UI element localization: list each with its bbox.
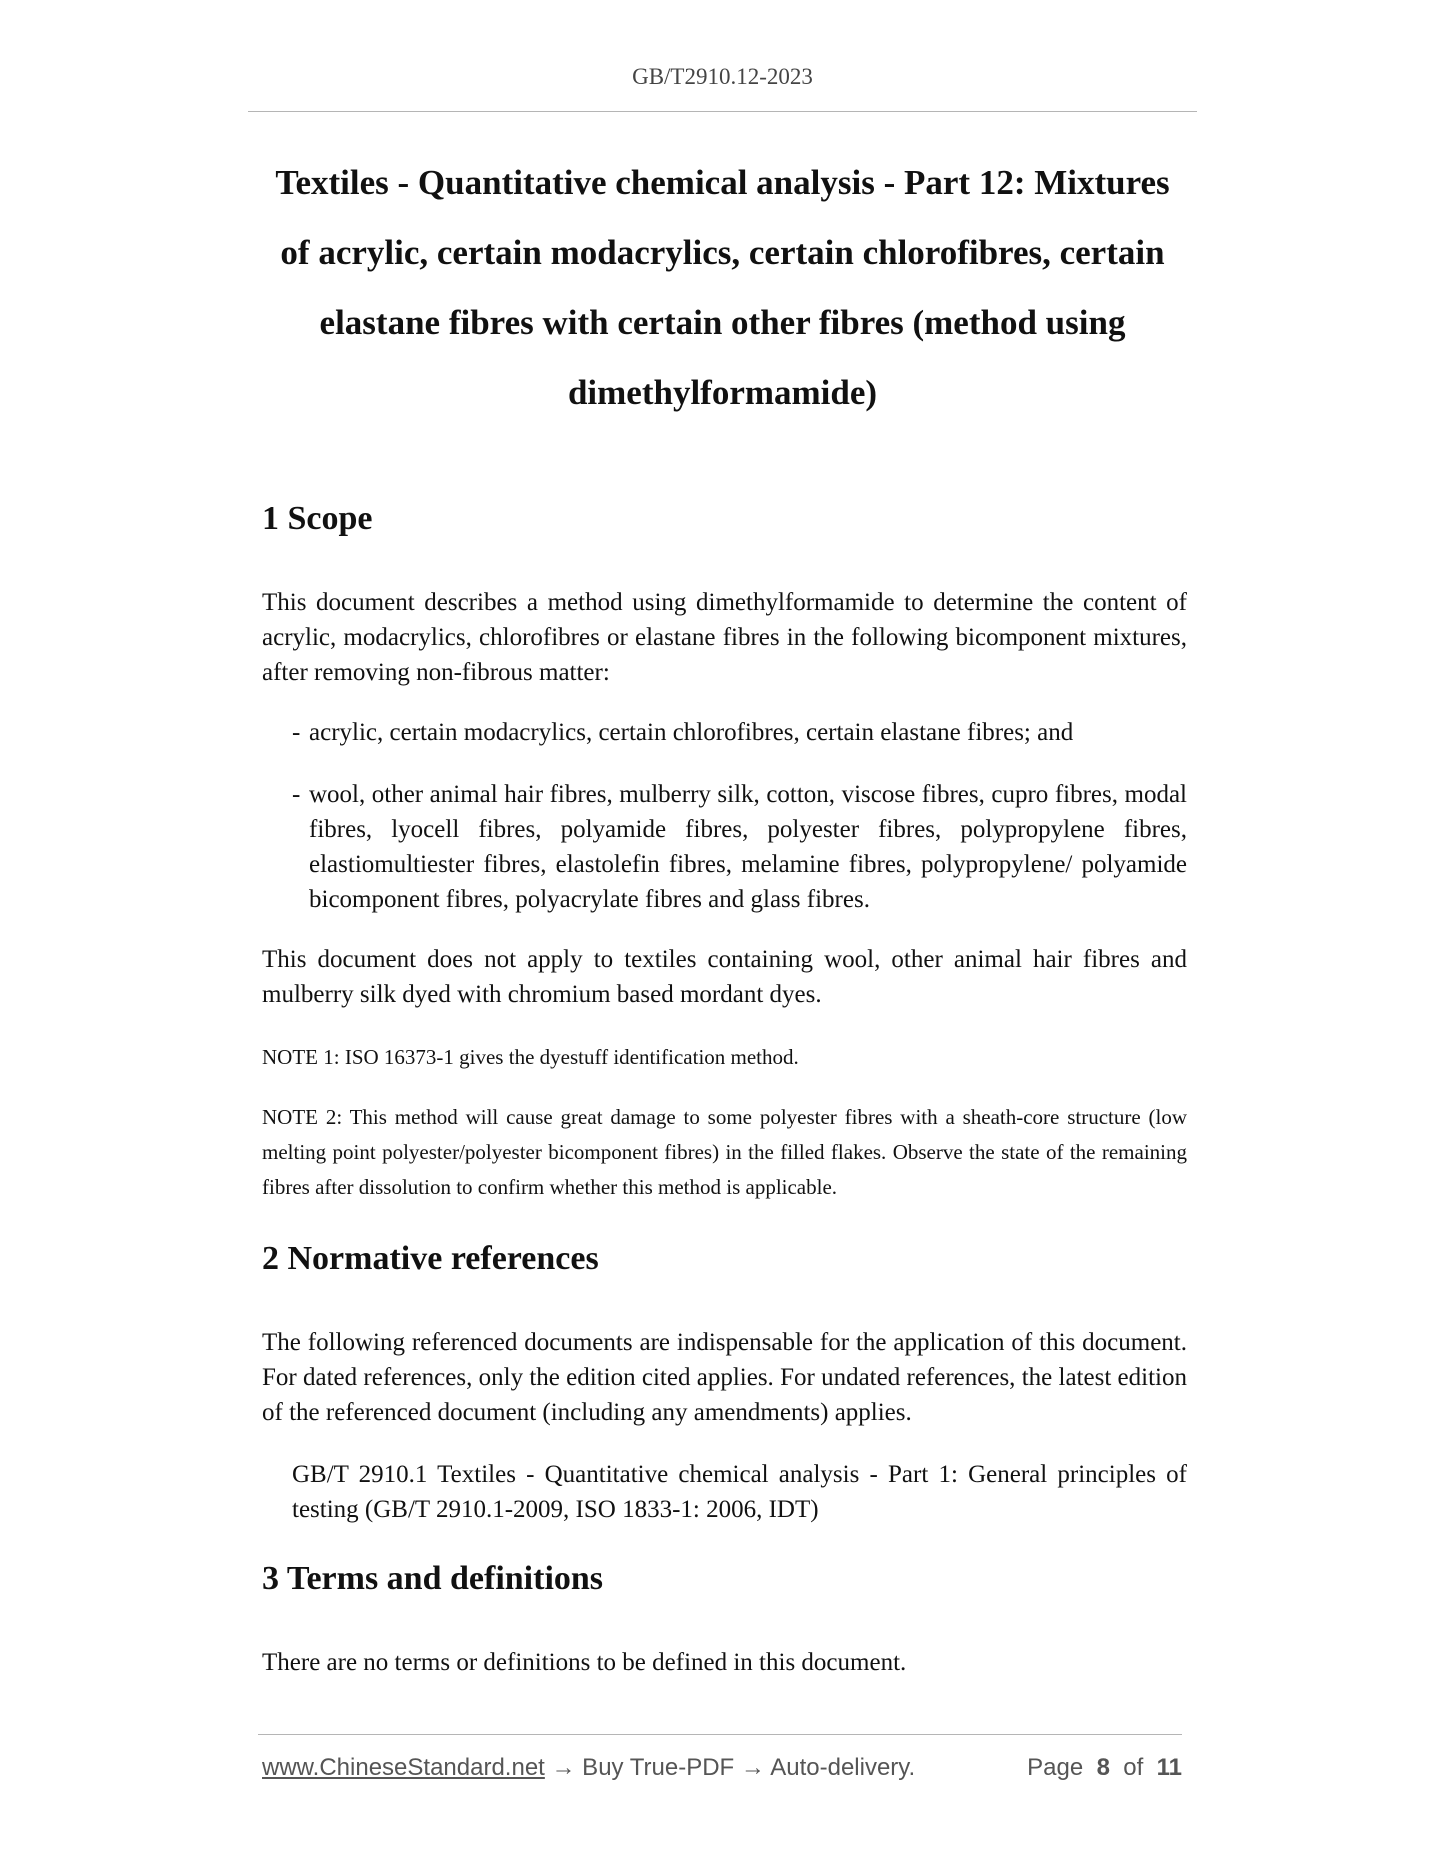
normative-reference-item: GB/T 2910.1 Textiles - Quantitative chemical analysis - Part 1: General principles of testing (GB/T 2910.1-2009, ISO 1833-1: 2006, IDT) — [292, 1461, 1187, 1523]
section-1-heading: 1 Scope — [262, 500, 373, 537]
note-1: NOTE 1: ISO 16373-1 gives the dyestuff identification method. — [262, 1045, 799, 1069]
current-page-number: 8 — [1096, 1754, 1110, 1781]
title-line-4: dimethylformamide) — [567, 373, 878, 412]
document-title — [248, 148, 1197, 428]
section-3-heading: 3 Terms and definitions — [262, 1560, 604, 1597]
footer-divider — [258, 1734, 1182, 1735]
bullet-text: acrylic, certain modacrylics, certain chlorofibres, certain elastane fibres; and — [309, 719, 1074, 746]
normative-paragraph: The following referenced documents are indispensable for the application of this document. For dated references, only the edition cited applies. For undated references, the latest edition of the referenced document (including any amendments) applies. — [262, 1329, 1187, 1426]
section-2-heading: 2 Normative references — [262, 1240, 599, 1277]
footer-promo-text: → Buy True-PDF → Auto-delivery. — [544, 1754, 916, 1781]
bullet-dash: - — [292, 719, 301, 746]
footer-promo — [262, 1754, 915, 1782]
page-footer — [262, 1754, 1182, 1786]
title-line-3: elastane fibres with certain other fibres (method using — [319, 303, 1126, 342]
of-label: of — [1123, 1754, 1144, 1781]
chinesestandard-link[interactable]: www.ChineseStandard.net — [262, 1754, 545, 1781]
bullet-dash: - — [292, 781, 301, 808]
scope-exclusion-paragraph: This document does not apply to textiles containing wool, other animal hair fibres and mulberry silk dyed with chromium based mordant dyes. — [262, 946, 1187, 1008]
scope-paragraph: This document describes a method using dimethylformamide to determine the content of acrylic, modacrylics, chlorofibres or elastane fibres in the following bicomponent mixtures, after removing non-fibrous matter: — [262, 589, 1187, 686]
scope-bullet-1 — [292, 715, 1187, 750]
note-2: NOTE 2: This method will cause great damage to some polyester fibres with a sheath-core structure (low melting point polyester/polyester bicomponent fibres) in the filled flakes. Observe the state of the remaining fibres after dissolution to confirm whether this method is applicable. — [262, 1105, 1187, 1199]
terms-paragraph: There are no terms or definitions to be defined in this document. — [262, 1649, 907, 1676]
title-line-2: of acrylic, certain modacrylics, certain chlorofibres, certain — [280, 233, 1165, 272]
total-page-number: 11 — [1156, 1754, 1182, 1781]
title-line-1: Textiles - Quantitative chemical analysis - Part 12: Mixtures — [275, 163, 1170, 202]
bullet-text: wool, other animal hair fibres, mulberry silk, cotton, viscose fibres, cupro fibres, modal fibres, lyocell fibres, polyamide fibres, polyester fibres, polypropylene fibres, elastiomultiester fibres, elastolefin fibres, melamine fibres, polypropylene/ polyamide bicomponent fibres, polyacrylate fibres and glass fibres. — [309, 781, 1187, 913]
page-header-code: GB/T2910.12-2023 — [632, 64, 813, 89]
header-divider — [248, 111, 1197, 112]
page-counter — [1027, 1754, 1182, 1782]
scope-bullet-2 — [292, 777, 1187, 917]
page-label: Page — [1027, 1754, 1084, 1781]
